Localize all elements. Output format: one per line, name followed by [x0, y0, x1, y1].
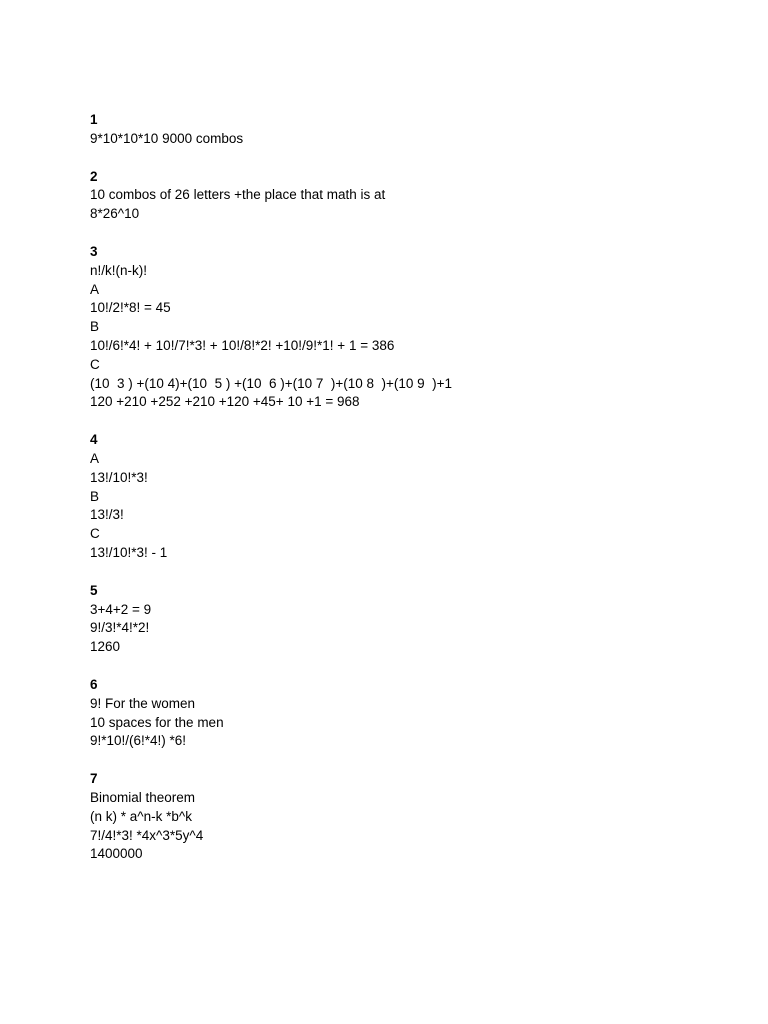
text-line: C [90, 356, 100, 372]
text-line: 10!/2!*8! = 45 [90, 300, 171, 316]
section-number: 3 [90, 243, 98, 259]
section-number: 4 [90, 432, 98, 448]
text-line: B [90, 488, 100, 504]
text-line: 10!/6!*4! + 10!/7!*3! + 10!/8!*2! +10!/9!*1! + 1 = 386 [90, 337, 395, 353]
text-line: 1260 [90, 639, 121, 655]
text-line: 120 +210 +252 +210 +120 +45+ 10 +1 = 968 [90, 394, 360, 410]
section-2 [90, 168, 730, 224]
text-line: A [90, 281, 100, 297]
text-line: (10 3 ) +(10 4)+(10 5 ) +(10 6 )+(10 7 )+(10 8 )+(10 9 )+1 [90, 375, 453, 391]
text-line: 13!/3! [90, 507, 124, 523]
text-line: 9! For the women [90, 695, 196, 711]
text-line: 13!/10!*3! - 1 [90, 544, 168, 560]
text-line: 10 spaces for the men [90, 714, 224, 730]
section-4 [90, 431, 730, 563]
text-line: Binomial theorem [90, 789, 196, 805]
text-line: 9!*10!/(6!*4!) *6! [90, 733, 187, 749]
section-1 [90, 111, 730, 149]
section-3 [90, 243, 730, 412]
section-5 [90, 582, 730, 657]
text-line: 10 combos of 26 letters +the place that math is at [90, 187, 386, 203]
text-line: C [90, 526, 100, 542]
section-number: 1 [90, 112, 98, 127]
section-7 [90, 770, 730, 864]
document-page [90, 111, 730, 883]
text-line: 7!/4!*3! *4x^3*5y^4 [90, 827, 204, 843]
text-line: 8*26^10 [90, 206, 140, 222]
text-line: A [90, 450, 100, 466]
text-line: B [90, 319, 100, 335]
text-line: 9*10*10*10 9000 combos [90, 130, 244, 146]
section-number: 7 [90, 771, 98, 787]
text-line: 1400000 [90, 846, 143, 862]
section-number: 6 [90, 676, 98, 692]
text-line: 13!/10!*3! [90, 469, 148, 485]
text-line: 9!/3!*4!*2! [90, 620, 150, 636]
text-line: 3+4+2 = 9 [90, 601, 152, 617]
text-line: (n k) * a^n-k *b^k [90, 808, 192, 824]
section-number: 2 [90, 168, 98, 184]
section-number: 5 [90, 582, 98, 598]
text-line: n!/k!(n-k)! [90, 262, 148, 278]
section-6 [90, 676, 730, 751]
